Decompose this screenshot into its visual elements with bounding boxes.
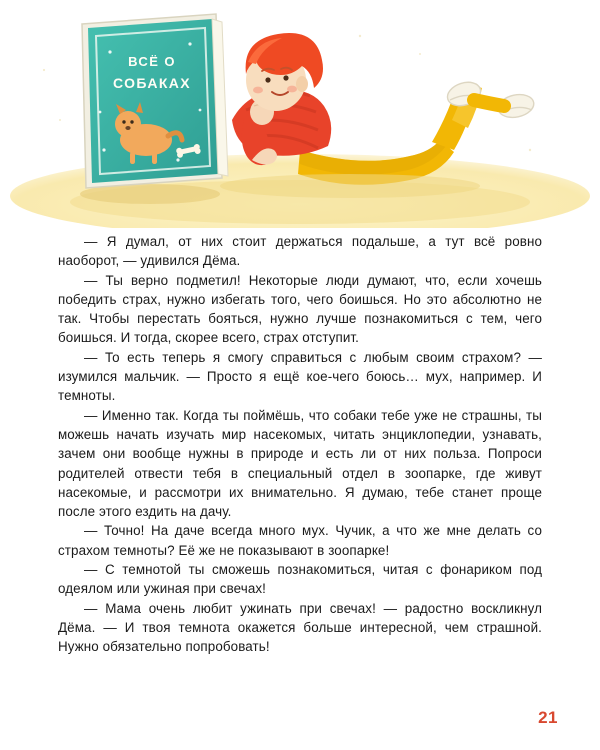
book-graphic bbox=[80, 14, 228, 204]
paragraph-1: — Я думал, от них стоит держаться подальше, а тут всё ровно наоборот, — удивился Дёма. bbox=[58, 234, 542, 269]
paragraph-6: — С темнотой ты сможешь познакомиться, читая с фонариком под одеялом или ужиная при свечах! bbox=[58, 562, 542, 597]
paragraph-7: — Мама очень любит ужинать при свечах! — радостно воскликнул Дёма. — И твоя темнота окажется больше интересной, чем страшной. Нужно обязательно попробовать! bbox=[58, 600, 542, 655]
paragraph-2: — Ты верно подметил! Некоторые люди думают, что, если хочешь победить страх, нужно избегать того, чего боишься. Но это абсолютно не так. Чтобы перестать бояться, нужно лучше познакомиться с тем, чего боишься. И тогда, скорее всего, страх отступит. bbox=[58, 272, 542, 346]
paragraph-4: — Именно так. Когда ты поймёшь, что собаки тебе уже не страшны, ты можешь начать изучать мир насекомых, читать энциклопедии, узнавать, зачем они вообще нужны в природе и есть ли от них польза. Попроси родителей отвести тебя в специальный отдел в зоопарке, где живут насекомые, и рассмотри их внимательно. Я думаю, тебе станет проще после этого ездить на дачу. bbox=[58, 407, 542, 520]
page-number: 21 bbox=[538, 708, 558, 727]
illustration-svg bbox=[0, 0, 600, 228]
paragraph-3: — То есть теперь я смогу справиться с любым своим страхом? — изумился мальчик. — Просто я ещё кое-чего боюсь… мух, например. И темноты. bbox=[58, 349, 542, 404]
story-text bbox=[58, 232, 542, 657]
book-title-line2: СОБАКАХ bbox=[112, 75, 192, 91]
book-title-line1: ВСЁ О bbox=[128, 54, 176, 69]
illustration-boy-reading bbox=[0, 0, 600, 228]
paragraph-5: — Точно! На даче всегда много мух. Чучик, а что же мне делать со страхом темноты? Её же не показывают в зоопарке! bbox=[58, 523, 542, 558]
